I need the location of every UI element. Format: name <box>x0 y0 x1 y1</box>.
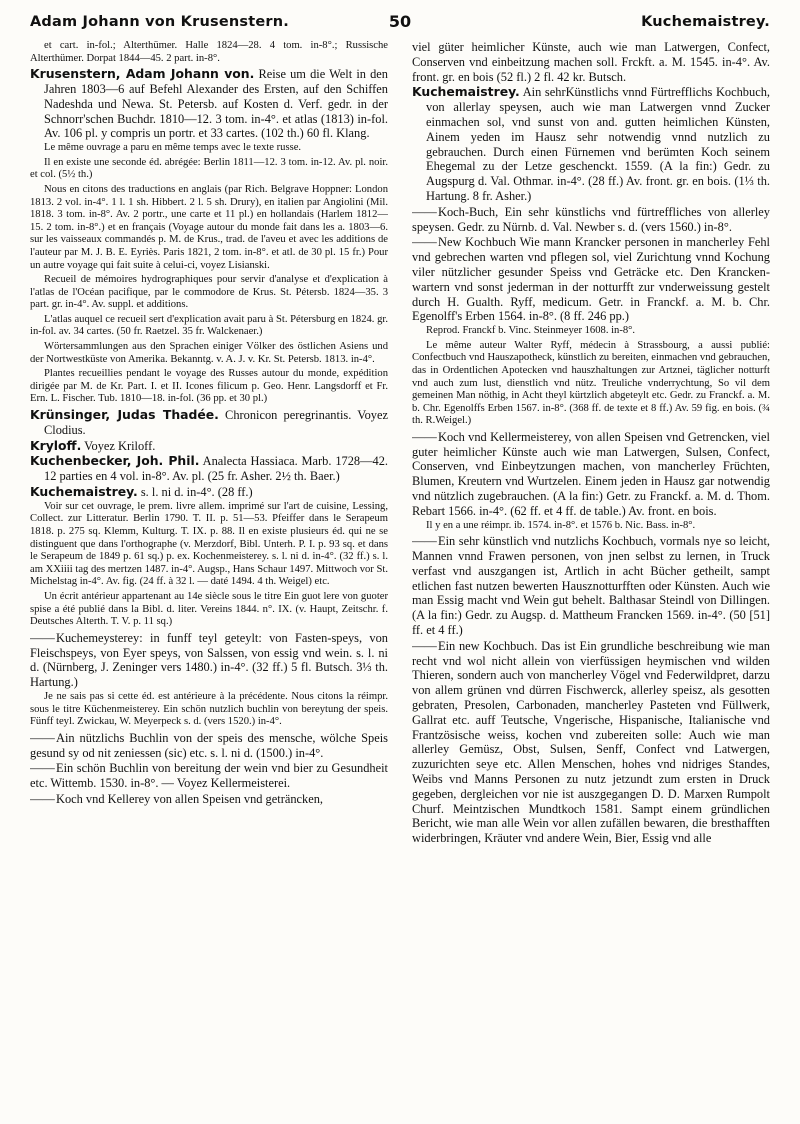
entry-text: Kuchemeysterey: in funff teyl geteylt: von Fasten-speys, von Fleischspeys, von Eyer speys, von Salssen, von essig vnd wein. s. l. ni d. (Nürnberg, J. Zeninger vers 1480.) in-4°. (32 ff.) 5 fl. Butsch. 3⅓ th. Hartung.) <box>30 630 388 690</box>
catalog-entry <box>30 408 388 438</box>
entry-text: Analecta Hassiaca. Marb. 1728—42. 12 parties en 4 vol. in-8°. Av. pl. (25 fr. Asher. 2½ th. Baer.) <box>44 454 388 484</box>
entry-text: Ein schön Buchlin von bereitung der wein vnd bier zu Gesundheit etc. Wittemb. 1530. in-8°. — Voyez Kellermeisterei. <box>30 761 388 791</box>
entry-heading: Krusenstern, Adam Johann von. <box>30 66 255 82</box>
bibliographic-note: Nous en citons des traductions en anglais (par Rich. Belgrave Hoppner: London 1813. 2 vol. in-4°. 1 l. 1 sh. Hibbert. 2 l. 5 sh. Drury), en italien par Angiolini (Mil. 1818. 3 tom. in-8°. Av. 2 portr., une carte et 11 pl.) en hollandais (Harlem 1812—15. 2 tom. in-8°.) et en français (Voyage autour du monde fait dans les a. 1803—6. sur les vaisseaux commandés p. M. de Krus., trad. de l'aveu et avec les additions de l'auteur par M. J. B. E. Eyriès. Paris 1821, 2 tom. in-8°. et atl. de 30 pl. 15 fr.) Pour un autre voyage qui fait suite à celui-ci, voyez Lisianski. <box>30 183 388 271</box>
entry-text: Koch-Buch, Ein sehr künstlichs vnd fürtreffliches von allerley speysen. Gedr. zu Nürnb. d. Val. Newber s. d. (vers 1560.) in-8°. <box>412 204 770 234</box>
bibliographic-note: Wörtersammlungen aus den Sprachen einiger Völker des östlichen Asiens und der Nortwestküste von Amerika. Bekanntg. v. A. J. v. Kr. St. Petersb. 1813. in-4°. <box>30 341 388 365</box>
catalog-subentry <box>30 761 388 791</box>
bibliographic-note: Voir sur cet ouvrage, le prem. livre allem. imprimé sur l'art de cuisine, Lessing, Collect. zur Litteratur. Berlin 1790. T. II. p. 51—53. Pfeiffer dans le Serapeum 1818. p. 275 sq. Klemm, Kulturg. T. IX. p. 88. Il en existe plusieurs éd. qui ne se distinguent que dans l'orthographe (v. Merzdorf, Bibl. Unterh. P. I. p. 93 sq. et dans le Serapeum de 1849 p. 61 sq.) p. ex. Kochenmeisterey. s. l. ni d. in-4°. (32 ff.) s. l. am XXiiii tag des mertzen 1487. in-4°. Augsp., Hans Schaur 1497. Mittwoch vor St. Michelstag in-4°. Av. fig. (24 ff. à 32 l. — daté 1494. 4 th. Weigel) etc. <box>30 500 388 588</box>
ditto-dash: —— <box>412 235 437 250</box>
entry-text: New Kochbuch Wie mann Krancker personen in mancherley Fehl vnd gebrechen warten vnd pflegen sol, viel Zurichtung vnnd Kochung viler nützlicher gesunder Speiss vnd Geträcke etc. Den Krancken-wartern vnd sonst jederman in der notturfft zur vnderweissung gestelt durch H. Gualth. Ryff, medicum. Getr. in Franckf. a. M. b. Chr. Egenolff's Erben 1564. in-8°. (8 ff. 246 pp.) <box>412 235 770 324</box>
entry-text: Koch vnd Kellermeisterey, von allen Speisen vnd Getrencken, viel guter heimlicher Künste auch wie man Latwergen, Sulsen, Confect, Conserven, vnd Einbeytzungen machen, von mancherley Früchten, Blumen, Kreutern vnd Wurtzelen. Einem jeden in Hausz gar notwendig vnd nützlich zugebrauchen. (A la fin:) Getr. zu Franckf. a. M. d. Thom. Rebart 1566. in-4°. (62 ff. et 4 ff. de table.) Av. front. en bois. <box>412 429 770 518</box>
ditto-dash: —— <box>30 630 55 645</box>
entry-text: Voyez Kriloff. <box>81 438 156 453</box>
catalog-subentry <box>30 631 388 690</box>
catalog-subentry <box>412 235 770 324</box>
catalog-subentry <box>30 792 388 807</box>
ditto-dash: —— <box>412 429 437 444</box>
entry-text: Ain sehrKünstlichs vnnd Fürtrefflichs Kochbuch, von allerlay speysen, auch wie man Latwergen vnnd Zucker einmachen sol, vnd sunst von and. gutten heimlichen Künsten, Ainem yeden im Hausz sehr notwendig vnnd nutzlich zu gebrauchen. Durch einen Fürnemen vnd berümten Koch seinem Ehegemal zu der Letze geschenckt. 1559. (A la fin:) Gedr. zu Augspurg d. Val. Othmar. in-4°. (28 ff.) Av. front. gr. en bois. (1⅓ th. Hartung. 8 fr. Asher.) <box>426 85 770 203</box>
bibliographic-note: Recueil de mémoires hydrographiques pour servir d'analyse et d'explication à l'atlas de l'Océan pacifique, par le commodore de Krus. St. Pétersb. 1824—35. 3 part. gr. in-4°. Av. suppl. et additions. <box>30 274 388 311</box>
entry-text: Ein sehr künstlich vnd nutzlichs Kochbuch, vormals nye so leicht, Mannen vnnd Frawen personen, von jnen selbst zu lernen, in Truck verfast vnd auszgangen ist, Artlich in acht Bücher getheilt, sampt etlichen fast nutzen bewerten Hausznotturfften oder Künsten. Auch wie man Essig macht vnd Wein gut behelt. Balthasar Steindl von Dillingen. (A la fin:) Gedr. zu Augsp. d. Mattheum Francken 1569. in-4°. (50 [51] ff. et 4 ff.) <box>412 534 770 638</box>
left-column <box>30 40 388 1110</box>
bibliographic-note: Un écrit antérieur appartenant au 14e siècle sous le titre Ein guot lere von guoter spise a été publié dans la Bibl. d. liter. Vereins 1844. n°. IX. (v. Haupt, Zeitschr. f. Deutsches Alterth. T. V. p. 11 sq.) <box>30 590 388 628</box>
catalog-subentry <box>412 430 770 519</box>
entry-heading: Krünsinger, Judas Thadée. <box>30 407 219 423</box>
bibliographic-note: Je ne sais pas si cette éd. est antérieure à la précédente. Nous citons la réimpr. sous le titre Küchenmeisterey. Ein schön nutzlich buchlin von bereytung der speis. Fünff teyl. Zwickau, W. Meyerpeck s. d. (vers 1520.) in-4°. <box>30 690 388 728</box>
ditto-dash: —— <box>412 534 437 549</box>
entry-heading: Kuchenbecker, Joh. Phil. <box>30 453 200 469</box>
entry-text: Ein new Kochbuch. Das ist Ein grundliche beschreibung wie man recht vnd wol nicht allein von vierfüssigen heymischen vnd wilden Thieren, sondern auch von mancherley Vögel vnd Federwildpret, darzu von allem grünen vnd dürren Fischwerck, allerley speisz, als gesotten gebraten, Presolen, Carbonaden, mancherley Pasteten vnd Füllwerk, Gallrat etc. auff Teutsche, Vngerische, Hispanische, Italianische vnd Frantzösische weiss, kochen vnd zubereiten solle: Auch wie man allerley Gemüsz, Obst, Sulsen, Senff, Confect vnd Latwergen, zuzurichten seye etc. Allen Menschen, hohes vnd nidriges Standes, Weibs vnd Manns Personen zu nutz jetzundt zum ersten in Druck gegeben, dergleichen vor nie ist auszgegangen D. D. Marxen Rumpolt Churf. Meintzischen Mundtkoch 1581. Sampt einem gründlichen Bericht, wie man alle Wein vor allen zufällen bewaren, die bresthafften widerbringen, Kräuter vnd andere Wein, Bier, Essig vnd alle <box>412 638 770 846</box>
entry-text: s. l. ni d. in-4°. (28 ff.) <box>137 485 253 500</box>
bibliographic-note: Le même auteur Walter Ryff, médecin à Strassbourg, a aussi publié: Confectbuch vnd Hauszapotheck, künstlich zu bereiten, einmachen vnd gebrauchen, das in Ordentlichen Apotecken vnd hauszhaltungen zur Artznei, täglicher notturft vnd auch zum lust, dienstlich vnd nütz. Treuliche vnderrychtung, So vil dem gemeinen Man nöthig, in Acht theyl kürtzlich abgeteylt etc. Gedr. zu Franckf. a. M. b. Chr. Egenolffs Erben 1567. in-8°. (368 ff. de texte et 8 ff.) Av. 59 fig. en bois. (¾ th. R.Weigel.) <box>412 339 770 427</box>
bibliographic-note: et cart. in-fol.; Alterthümer. Halle 1824—28. 4 tom. in-8°.; Russische Alterthümer. Dorpat 1844—45. 2 part. in-8°. <box>30 40 388 64</box>
catalog-entry <box>30 439 388 454</box>
bibliographic-note: Plantes recueillies pendant le voyage des Russes autour du monde, expédition dirigée par M. de Kr. Part. I. et II. Icones filicum p. Geo. Henr. Langsdorff et Fr. Ern. L. Fischer. Tub. 1810—18. in-fol. (36 pp. et 30 pl.) <box>30 368 388 405</box>
bibliographic-note: L'atlas auquel ce recueil sert d'explication avait paru à St. Pétersburg en 1824. gr. in-fol. av. 34 cartes. (50 fr. Raetzel. 35 fr. Walckenaer.) <box>30 313 388 338</box>
catalog-entry <box>30 67 388 141</box>
catalog-subentry <box>412 639 770 846</box>
catalog-entry <box>412 85 770 203</box>
ditto-dash: —— <box>30 730 55 745</box>
ditto-dash: —— <box>30 761 55 776</box>
running-head-right: Kuchemaistrey. <box>641 14 770 30</box>
ditto-dash: —— <box>412 204 437 219</box>
entry-text: Reise um die Welt in den Jahren 1803—6 auf Befehl Alexander des Ersten, auf den Schiffen Nadeshda und Newa. St. Petersb. auf Kosten d. Verf. gedr. in der Schnorr'schen Buchdr. 1810—12. 3 tom. in-4°. et atlas (1813) in-fol. Av. 106 pl. y compris un portr. et 33 cartes. (102 th.) 60 fl. Klang. <box>44 67 388 141</box>
bibliographic-note: Il en existe une seconde éd. abrégée: Berlin 1811—12. 3 tom. in-12. Av. pl. noir. et col. (5½ th.) <box>30 156 388 181</box>
bibliographic-note: Le même ouvrage a paru en même temps avec le texte russe. <box>44 142 302 154</box>
page-number: 50 <box>388 12 412 31</box>
entry-text: Ain nützlichs Buchlin von der speis des mensche, wölche Speis gesund sy od nit zeniessen (sic) etc. s. l. ni d. (1500.) in-4°. <box>30 730 388 760</box>
entry-heading: Kuchemaistrey. <box>30 484 138 500</box>
catalog-subentry <box>30 731 388 761</box>
bibliographic-note: Il y en a une réimpr. ib. 1574. in-8°. et 1576 b. Nic. Bass. in-8°. <box>426 519 696 531</box>
ditto-dash: —— <box>30 791 55 806</box>
catalog-entry <box>30 454 388 484</box>
bibliographic-note: Reprod. Franckf b. Vinc. Steinmeyer 1608. in-8°. <box>426 325 636 337</box>
entry-text: Chronicon peregrinantis. Voyez Clodius. <box>44 408 388 437</box>
entry-text: Koch vnd Kellerey von allen Speisen vnd geträncken, <box>56 791 324 806</box>
entry-heading: Kuchemaistrey. <box>412 84 520 100</box>
ditto-dash: —— <box>412 638 437 653</box>
continued-entry: viel güter heimlicher Künste, auch wie man Latwergen, Confect, Conserven vnd einbeitzung machen soll. Frckft. a. M. 1545. in-4°. Av. front. gr. en bois (52 fl.) 2 fl. 42 kr. Butsch. <box>412 40 770 84</box>
catalog-subentry <box>412 205 770 235</box>
entry-heading: Kryloff. <box>30 437 82 453</box>
catalog-entry <box>30 485 388 500</box>
running-head-left: Adam Johann von Krusenstern. <box>30 14 289 30</box>
catalog-subentry <box>412 534 770 638</box>
right-column <box>412 40 770 1110</box>
running-head <box>30 10 770 34</box>
